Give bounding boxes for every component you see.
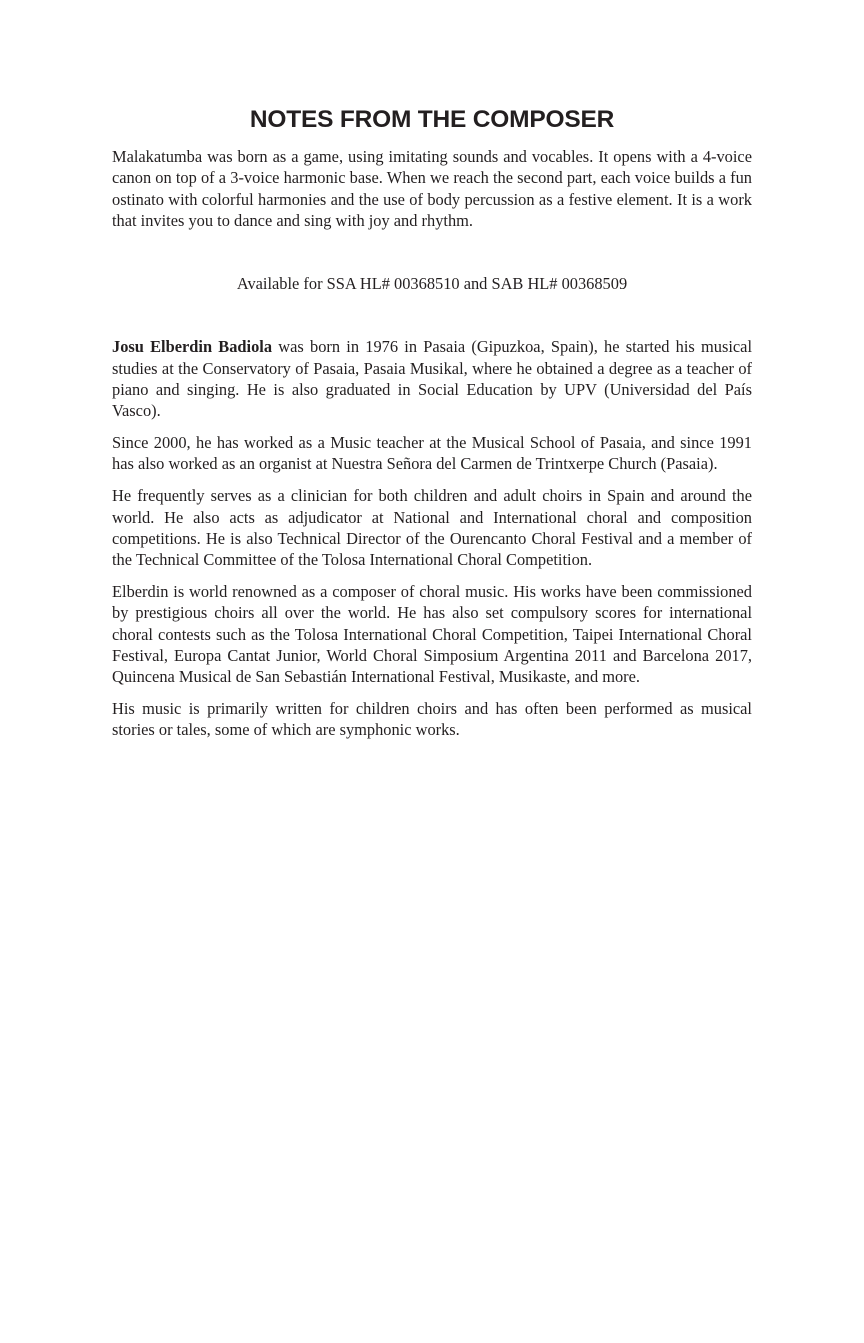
bio-paragraph-5: His music is primarily written for children choirs and has often been performed as musical stories or tales, some of which are symphonic works. [112,698,752,740]
page-title: NOTES FROM THE COMPOSER [249,106,615,133]
bio-paragraph-1-text: was born in 1976 in Pasaia (Gipuzkoa, Spain), he started his musical studies at the Conservatory of Pasaia, Pasaia Musikal, where he obtained a degree as a teacher of piano and singing. He is also graduated in Social Education by UPV (Universidad del País Vasco). [112,337,753,421]
bio-paragraph-1 [112,336,752,421]
bio-paragraph-4: Elberdin is world renowned as a composer of choral music. His works have been commissioned by prestigious choirs all over the world. He has also set compulsory scores for international choral contests such as the Tolosa International Choral Competition, Taipei International Choral Festival, Europa Cantat Junior, World Choral Simposium Argentina 2011 and Barcelona 2017, Quincena Musical de San Sebastián International Festival, Musikaste, and more. [112,581,752,687]
document-page [112,104,752,751]
bio-paragraph-3: He frequently serves as a clinician for both children and adult choirs in Spain and around the world. He also acts as adjudicator at National and International choral and composition competitions. He is also Technical Director of the Ourencanto Choral Festival and a member of the Technical Committee of the Tolosa International Choral Competition. [112,486,752,570]
bio-paragraph-2: Since 2000, he has worked as a Music teacher at the Musical School of Pasaia, and since 1991 has also worked as an organist at Nuestra Señora del Carmen de Trintxerpe Church (Pasaia). [112,433,752,474]
availability-line: Available for SSA HL# 00368510 and SAB HL# 00368509 [236,274,628,294]
composer-name: Josu Elberdin Badiola [112,337,273,357]
intro-paragraph: Malakatumba was born as a game, using imitating sounds and vocables. It opens with a 4-voice canon on top of a 3-voice harmonic base. When we reach the second part, each voice builds a fun ostinato with colorful harmonies and the use of body percussion as a festive element. It is a work that invites you to dance and sing with joy and rhythm. [112,147,752,230]
